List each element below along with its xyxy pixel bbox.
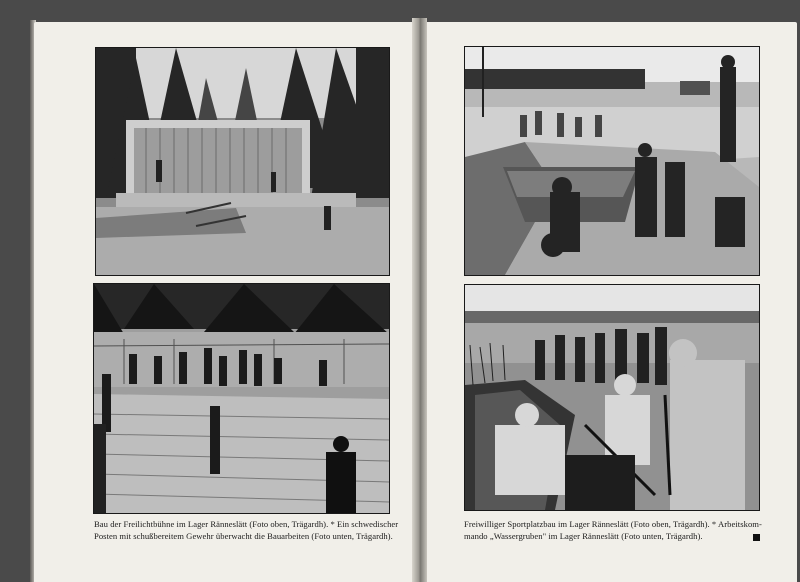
section-end-mark xyxy=(753,534,760,541)
photo-open-air-stage xyxy=(95,47,390,276)
caption-line: Freiwilliger Sportplatzbau im Lager Ränneslätt (Foto oben, Trägardh). * Arbeitskom- xyxy=(464,519,762,529)
left-photo-caption xyxy=(94,518,399,542)
caption-line: mando „Wassergruben" im Lager Ränneslätt (Foto unten, Trägardh). xyxy=(464,531,703,541)
photo-sports-ground-construction xyxy=(464,46,760,276)
book-gutter xyxy=(412,18,427,582)
photo-water-ditch-work xyxy=(464,284,760,511)
right-photo-caption xyxy=(464,518,764,542)
caption-line: Posten mit schußbereitem Gewehr überwacht die Bauarbeiten (Foto unten, Trägardh). xyxy=(94,531,393,541)
photo-guard-over-workers xyxy=(93,283,390,514)
caption-line: Bau der Freilichtbühne im Lager Ränneslätt (Foto oben, Trägardh). * Ein schwedischer xyxy=(94,519,399,529)
